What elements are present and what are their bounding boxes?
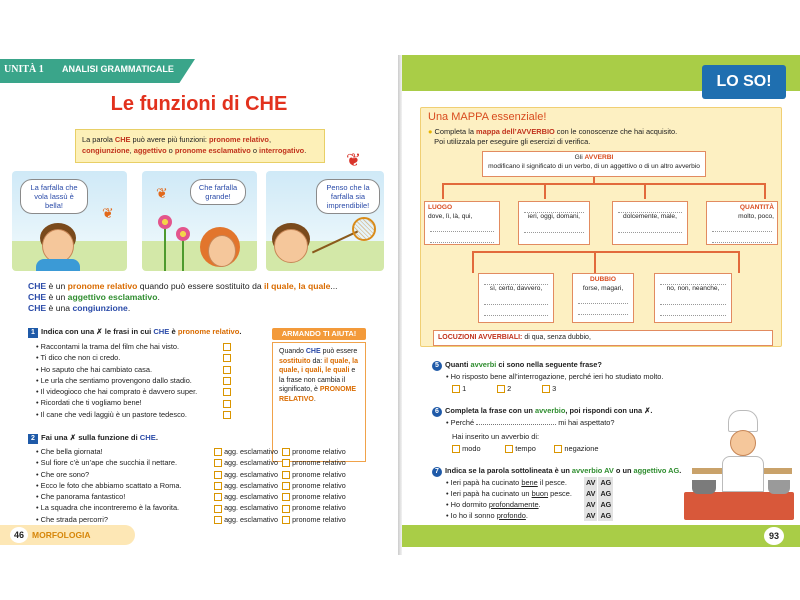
connector [442,183,444,199]
checkbox[interactable] [282,493,290,501]
right-page [402,55,800,555]
map-title: Una MAPPA essenziale! [428,111,547,123]
checkbox[interactable] [282,459,290,467]
exercise-2-options: agg. esclamativo pronome relativo agg. esclamativo pronome relativo agg. esclamativo pronome relativo agg. esclamativo pronome relativo agg. esclamativo pronome relativo agg. esclamativo pronome relativo agg. esclamativo pronome relativo [214,446,346,525]
net-handle [312,231,358,254]
pot-icon [692,480,716,494]
checkbox[interactable] [214,448,222,456]
exercise-2-list [36,446,216,525]
speech-bubble: Penso che la farfalla sia imprendibile! [316,179,380,214]
question-7: 7 Indica se la parola sottolineata è un avverbio AV o un aggettivo AG. [432,465,681,477]
pan-icon [768,480,790,494]
exercise-1-heading: 1 Indica con una ✗ le frasi in cui CHE è pronome relativo. [28,327,242,338]
list-item: • Ecco le foto che abbiamo scattato a Roma. [36,480,182,490]
exercise-1-list [36,341,236,420]
ag-choice[interactable]: AG [600,500,612,509]
list-item: • Sul fiore c’è un’ape che succhia il nettare. [36,458,178,468]
shirt [36,259,80,271]
list-item: • Ieri papà ha cucinato un buon pesce. AV AG [446,489,612,498]
map-node-negazione: no, non, neanche, [654,273,732,323]
list-item: • Il videogioco che hai comprato è davvero super. [36,387,198,397]
unit-label: UNITÀ 1 [4,64,44,75]
exercise-2-heading: 2 Fai una ✗ sulla funzione di CHE. [28,433,158,444]
question-6-prompt: Hai inserito un avverbio di: [452,432,540,441]
checkbox[interactable] [282,482,290,490]
checkbox[interactable] [214,459,222,467]
locuzioni-box: LOCUZIONI AVVERBIALI: di qua, senza dubbio, [433,330,773,346]
lo-so-badge: LO SO! [702,65,786,99]
question-5-options: 1 2 3 [452,383,556,394]
butterfly-icon: ❦ [156,185,168,201]
boy-face [274,229,308,263]
definition-2: CHE è un aggettivo esclamativo. [28,292,160,302]
unit-subtitle: ANALISI GRAMMATICALE [62,64,174,74]
flower-icon [176,227,190,241]
question-6: 6 Completa la frase con un avverbio, poi rispondi con una ✗. [432,405,652,417]
list-item: • Ieri papà ha cucinato bene il pesce. AV AG [446,478,612,487]
illustration-girl [142,171,257,271]
list-item: • Il cane che vedi laggiù è un pastore tedesco. [36,409,187,419]
checkbox[interactable] [223,343,231,351]
list-item: • Ho dormito profondamente. AV AG [446,500,612,509]
map-node-luogo: LUOGO dove, lì, là, qui, [424,201,500,245]
list-item: • Che strada percorri? [36,514,109,524]
question-6-options: modo tempo negazione [452,443,598,454]
ag-choice[interactable]: AG [600,511,612,520]
checkbox[interactable] [452,445,460,453]
question-6-sentence: • Perché mi hai aspettato? [446,418,615,427]
kitchen-counter [684,492,794,520]
map-node-quantita: QUANTITÀ molto, poco, [706,201,778,245]
list-item: • Ti dico che non ci credo. [36,353,121,363]
connector [594,251,596,273]
butterfly-net [352,217,376,241]
av-choice[interactable]: AV [586,511,596,520]
list-item: • Ho saputo che hai cambiato casa. [36,364,152,374]
checkbox[interactable] [282,516,290,524]
butterfly-icon: ❦ [346,150,362,170]
footer-band [402,525,800,547]
answer-blank[interactable] [476,424,556,425]
checkbox[interactable] [214,493,222,501]
checkbox[interactable] [505,445,513,453]
ag-choice[interactable]: AG [600,489,612,498]
av-choice[interactable]: AV [586,489,596,498]
left-page [0,55,398,555]
map-instructions: ● Completa la mappa dell’AVVERBIO con le conoscenze che hai acquisito. Poi utilizzala per eseguire gli esercizi di verifica. [428,127,678,146]
connector [472,251,738,253]
checkbox[interactable] [554,445,562,453]
help-tag: ARMANDO TI AIUTA! [272,328,366,340]
list-item: • Che panorama fantastico! [36,492,126,502]
boy-face [42,229,74,263]
girl-face [208,235,236,267]
illustration-net [266,171,384,271]
list-item: • Io ho il sonno profondo. AV AG [446,511,612,520]
page-title: Le funzioni di CHE [110,93,288,115]
definition-3: CHE è una congiunzione. [28,303,131,313]
checkbox[interactable] [452,385,460,393]
connector [544,183,546,199]
list-item: • Le urla che sentiamo provengono dallo stadio. [36,375,192,385]
checkbox[interactable] [214,505,222,513]
connector [764,183,766,199]
cook-illustration [684,410,794,520]
help-box: Quando CHE può essere sostituito da: il quale, la quale, i quali, le quali e la frase non cambia il significato, è PRONOME RELATIVO. [272,342,366,462]
question-7-list [446,477,614,521]
list-item: • La squadra che incontreremo è la favorita. [36,503,180,513]
map-node-dubbio: DUBBIO forse, magari, [572,273,634,323]
checkbox[interactable] [223,366,231,374]
list-item: • Che bella giornata! [36,447,103,456]
list-item: • Che ore sono? [36,469,90,479]
page-number: 46 [10,527,28,543]
connector [472,251,474,273]
connector [738,251,740,273]
map-root-node: Gli AVVERBI modificano il significato di un verbo, di un aggettivo o di un altro avverbio [482,151,706,177]
checkbox[interactable] [542,385,550,393]
butterfly-icon: ❦ [102,205,114,221]
map-node-modo: dolcemente, male, [612,201,688,245]
checkbox[interactable] [214,471,222,479]
av-choice[interactable]: AV [586,500,596,509]
checkbox[interactable] [282,448,290,456]
ag-choice[interactable]: AG [600,478,612,487]
page-number: 93 [764,527,784,545]
question-5: 5 Quanti avverbi ci sono nella seguente frase? [432,359,602,371]
definition-1: CHE è un pronome relativo quando può essere sostituito da il quale, la quale... [28,281,338,291]
map-node-affermazione: sì, certo, davvero, [478,273,554,323]
checkbox[interactable] [214,516,222,524]
checkbox[interactable] [214,482,222,490]
exercise-1-checkboxes [223,341,231,420]
checkbox[interactable] [497,385,505,393]
intro-box: La parola CHE può avere più funzioni: pronome relativo, congiunzione, aggettivo o pronome esclamativo o interrogativo. [75,129,325,163]
list-item: • Ricordati che ti vogliamo bene! [36,398,142,408]
checkbox[interactable] [223,388,231,396]
speech-bubble: Che farfalla grande! [190,179,246,205]
connector [644,183,646,199]
list-item: • Raccontami la trama del film che hai visto. [36,342,180,351]
question-5-sentence: • Ho risposto bene all’interrogazione, perché ieri ho studiato molto. [446,372,664,381]
connector [442,183,766,185]
checkbox[interactable] [223,354,231,362]
checkbox[interactable] [223,400,231,408]
connector [593,177,595,185]
chef-jacket [722,456,764,492]
checkbox[interactable] [282,471,290,479]
map-node-tempo: ieri, oggi, domani, [518,201,590,245]
chef-face [730,430,756,456]
checkbox[interactable] [282,505,290,513]
chef-hat-icon [728,410,758,432]
av-choice[interactable]: AV [586,478,596,487]
checkbox[interactable] [223,411,231,419]
flower-stem [164,223,166,271]
checkbox[interactable] [223,377,231,385]
flower-icon [158,215,172,229]
speech-bubble: La farfalla che vola lassù è bella! [20,179,88,214]
footer-label: MORFOLOGIA [32,530,91,540]
illustration-boy [12,171,127,271]
